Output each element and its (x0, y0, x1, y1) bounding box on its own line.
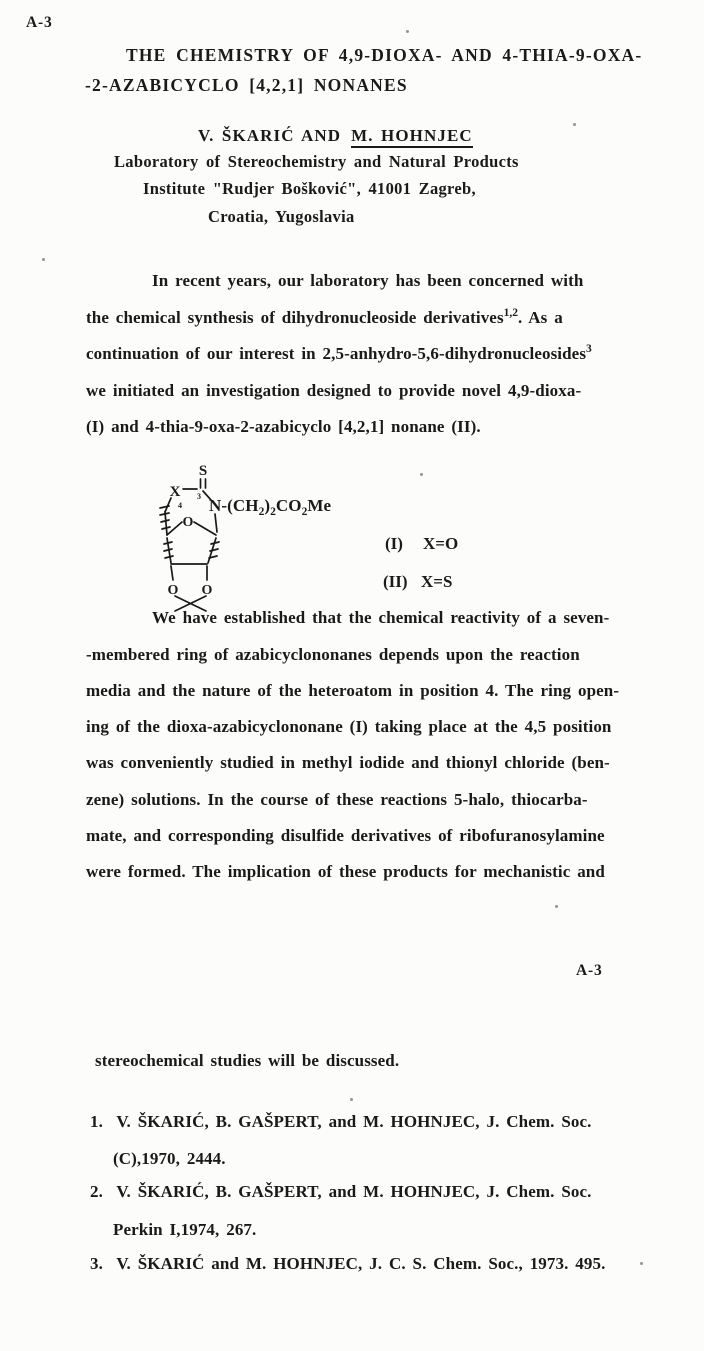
title-line-2: -2-AZABICYCLO [4,2,1] NONANES (85, 75, 408, 95)
author-second-underlined: M. HOHNJEC (351, 126, 473, 148)
paragraph2-line3: media and the nature of the heteroatom in position 4. The ring open- (86, 681, 620, 700)
affiliation-line-3: Croatia, Yugoslavia (208, 207, 355, 226)
compound-2-substituent: X=S (421, 572, 453, 591)
ring-position-4-label: 4 (178, 501, 182, 510)
page-label-mid: A-3 (576, 962, 603, 979)
scan-speck (555, 905, 558, 908)
paragraph2-line5: was conveniently studied in methyl iodide and thionyl chloride (ben- (86, 753, 610, 772)
scan-speck (350, 1098, 353, 1101)
paragraph2-line6: zene) solutions. In the course of these reactions 5-halo, thiocarba- (86, 790, 588, 809)
scan-speck (420, 473, 423, 476)
affiliation-line-2: Institute "Rudjer Bošković", 41001 Zagreb, (143, 179, 476, 198)
paragraph1-line3: continuation of our interest in 2,5-anhydro-5,6-dihydronucleosides$^3$ (86, 343, 592, 363)
furanose-o-label: O (182, 515, 194, 530)
closing-line: stereochemical studies will be discussed. (95, 1051, 400, 1070)
atom-x-label: X (169, 484, 181, 500)
compound-2-numeral: (II) (383, 572, 408, 591)
reference-1-line1: 1. V. ŠKARIĆ, B. GAŠPERT, and M. HOHNJEC, J. Chem. Soc. (90, 1112, 592, 1131)
paragraph2-line8: were formed. The implication of these products for mechanistic and (86, 862, 605, 881)
compound-1-substituent: X=O (423, 534, 459, 553)
paragraph2-line4: ing of the dioxa-azabicyclononane (I) taking place at the 4,5 position (86, 717, 612, 736)
reference-2-line2: Perkin I,1974, 267. (113, 1220, 257, 1239)
author-first: V. ŠKARIĆ AND (198, 126, 342, 145)
dioxolane-o-right-label: O (201, 583, 213, 598)
scan-speck (406, 30, 409, 33)
dioxolane-o-left-label: O (167, 583, 179, 598)
paragraph1-line5: (I) and 4-thia-9-oxa-2-azabicyclo [4,2,1] nonane (II). (86, 417, 481, 436)
atom-s-label: S (198, 463, 208, 479)
reference-2-line1: 2. V. ŠKARIĆ, B. GAŠPERT, and M. HOHNJEC, J. Chem. Soc. (90, 1182, 592, 1201)
reference-1-line2: (C),1970, 2444. (113, 1149, 226, 1168)
scan-speck (640, 1262, 643, 1265)
page-label-top: A-3 (26, 14, 53, 31)
compound-legend-2 (383, 572, 452, 592)
paragraph2-line1: We have established that the chemical reactivity of a seven- (152, 608, 610, 627)
authors-line (198, 126, 473, 146)
paragraph2-line2: -membered ring of azabicyclononanes depends upon the reaction (86, 645, 580, 664)
structure-sidechain: $N-(CH_2)_2CO_2Me$ (209, 496, 332, 518)
title-line-1: THE CHEMISTRY OF 4,9-DIOXA- AND 4-THIA-9-OXA- (126, 45, 643, 65)
ring-position-3-label: 3 (197, 492, 201, 501)
scan-speck (42, 258, 45, 261)
affiliation-line-1: Laboratory of Stereochemistry and Natural Products (114, 152, 519, 171)
chemical-structure-diagram (140, 458, 250, 616)
reference-3-line1: 3. V. ŠKARIĆ and M. HOHNJEC, J. C. S. Chem. Soc., 1973. 495. (90, 1254, 606, 1273)
compound-1-numeral: (I) (385, 534, 403, 553)
compound-legend-1 (385, 534, 458, 554)
paragraph1-line1: In recent years, our laboratory has been concerned with (152, 271, 584, 290)
scan-speck (573, 123, 576, 126)
paragraph1-line4: we initiated an investigation designed to provide novel 4,9-dioxa- (86, 381, 582, 400)
paragraph2-line7: mate, and corresponding disulfide derivatives of ribofuranosylamine (86, 826, 605, 845)
paragraph1-line2: the chemical synthesis of dihydronucleoside derivatives$^{1,2}$. As a (86, 307, 563, 327)
